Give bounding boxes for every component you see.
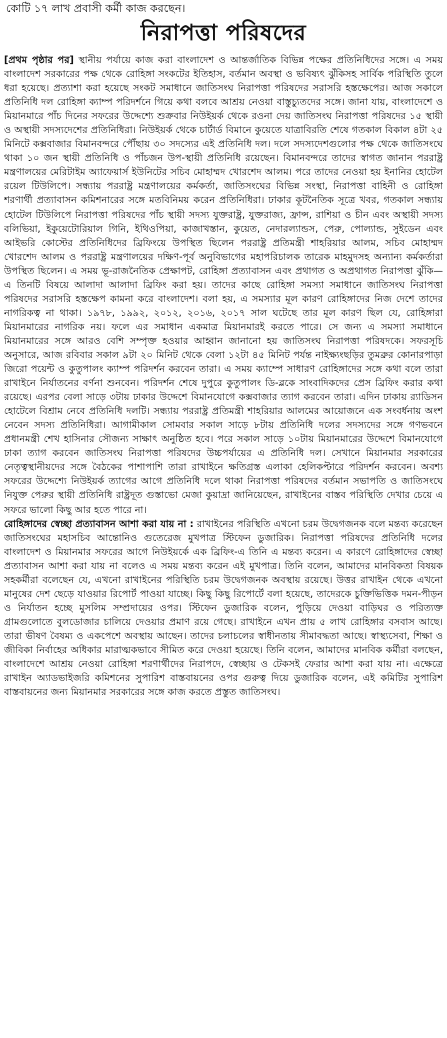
previous-article-tail: কোটি ১৭ লাখ প্রবাসী কর্মী কাজ করছেন। — [6, 2, 186, 15]
headline-container — [0, 18, 447, 50]
subheading: রোহিঙ্গাদের স্বেচ্ছা প্রত্যাবাসন আশা করা যায় না : — [4, 518, 194, 530]
paragraph-2-text: রাখাইনের পরিস্থিতি এখনো চরম উদ্বেগজনক বলে মন্তব্য করেছেন জাতিসংঘের মহাসচিব আন্তোনিও গুতেরেজ মুখপাত্র স্টিফেন ডুজারিক। নিরাপত্তা পরিষদের প্রতিনিধি দলের বাংলাদেশ ও মিয়ানমার সফরের আগে নিউইয়র্কে এক ব্রিফিং-এ তিনি এ মন্তব্য করেন। এ কারণে রোহিঙ্গাদের স্বেচ্ছা প্রত্যাবাসন আশা করা যায় না বলেও এ সময় মন্তব্য করেন এই মুখপাত্র। তিনি বলেন, আমাদের মানবিকতা বিষয়ক সহকর্মীরা বলেছেন যে, এখনো রাখাইনের পরিস্থিতি চরম উদ্বেগজনক অবস্থায় রয়েছে। উত্তর রাখাইন থেকে এখনো মানুষের দেশ ছেড়ে যাওয়ার রিপোর্ট পাওয়া যাচ্ছে। কিছু কিছু রিপোর্টে বলা হয়েছে, তাদেরকে চুক্তিভিত্তিক দমন-পীড়ন ও নির্যাতন হচ্ছে মুসলিম সম্প্রদায়ের ওপর। স্টিফেন ডুজারিক বলেন, পুড়িয়ে দেওয়া বাড়িঘর ও পরিত্যক্ত গ্রামগুলোতে বুলডোজার চালিয়ে দেওয়ার প্রমাণ রয়ে গেছে। রাখাইনে এখন প্রায় ৫ লাখ রোহিঙ্গার বসবাস আছে। তারা ভীষণ বৈষম্য ও একপেশে অবস্থায় আছেন। তাদের চলাচলের স্বাধীনতায় সীমাবদ্ধতা আছে। স্বাস্থ্যসেবা, শিক্ষা ও জীবিকা নির্বাহের অধিকার মারাত্মকভাবে সীমিত করে দেওয়া হয়েছে। তিনি বলেন, আমাদের মানবিক কর্মীরা বলছেন, বাংলাদেশে আশ্রয় নেওয়া রোহিঙ্গা শরণার্থীদের নিরাপদে, স্বেচ্ছায় ও টেকসই ফেরার আশা করা যায় না। এক্ষেত্রে রাখাইন অ্যাডভাইজরি কমিশনের সুপারিশ বাস্তবায়নের ওপর গুরুত্ব দিয়ে ডুজারিক বলেন, এই কমিটির সুপারিশ বাস্তবায়নের জন্য মিয়ানমার সরকারের সঙ্গে কাজ করতে প্রস্তুত জাতিসংঘ। — [4, 518, 443, 699]
paragraph-1 — [4, 54, 443, 518]
paragraph-1-text: স্থানীয় পর্যায়ে কাজ করা বাংলাদেশ ও আন্তর্জাতিক বিভিন্ন পক্ষের প্রতিনিধিদের সঙ্গে। এ সময় বাংলাদেশ সরকারের পক্ষ থেকে রোহিঙ্গা সংকটের ইতিহাস, বর্তমান অবস্থা ও ভবিষ্যৎ ঝুঁকিসহ সার্বিক পরিস্থিতি তুলে ধরা হয়েছে। প্রত্যাশা করা হয়েছে সংকট সমাধানে জাতিসংঘ নিরাপত্তা পরিষদের সরাসরি হস্তক্ষেপের। আজ সকালে প্রতিনিধি দল রোহিঙ্গা ক্যাম্প পরিদর্শনে গিয়ে কথা বলবে আশ্রয় নেওয়া বাস্তুচ্যুতদের সঙ্গে। জানা যায়, বাংলাদেশে ও মিয়ানমারে পাঁচ দিনের সফরের উদ্দেশ্যে শুক্রবার নিউইয়র্ক থেকে রওনা দেয় জাতিসংঘ নিরাপত্তা পরিষদের ১৫ স্থায়ী ও অস্থায়ী সদস্যদেশের প্রতিনিধিরা। নিউইয়র্ক থেকে চার্টার্ড বিমানে কুয়েতে যাত্রাবিরতি শেষে গতকাল বিকাল ৪টা ২৫ মিনিটে কক্সবাজার বিমানবন্দরে পৌঁছায় ৩০ সদস্যের এই প্রতিনিধি দল। দলে সদস্যদেশগুলোর পক্ষ থেকে জাতিসংঘে থাকা ১০ জন স্থায়ী প্রতিনিধি ও পাঁচজন উপ-স্থায়ী প্রতিনিধি রয়েছেন। বিমানবন্দরে তাদের স্বাগত জানান পররাষ্ট্র মন্ত্রণালয়ের মেরিটাইম অ্যাফেয়ার্স ইউনিটের সচিব মোহাম্মদ খোরশেদ আলম। পরে তাদের নেওয়া হয় ইনানির হোটেল রয়েল টিউলিপে। সন্ধ্যায় পররাষ্ট্র মন্ত্রণালয়ের কর্মকর্তা, জাতিসংঘের বিভিন্ন সংস্থা, নিরাপত্তা বাহিনী ও রোহিঙ্গা শরণার্থী প্রত্যাবাসন কমিশনারের সঙ্গে মতবিনিময় করেন প্রতিনিধিরা। ঢাকার কূটনৈতিক সূত্রে খবর, গতকাল সন্ধ্যায় হোটেল টিউলিপে নিরাপত্তা পরিষদের পাঁচ স্থায়ী সদস্য যুক্তরাষ্ট্র, যুক্তরাজ্য, ফ্রান্স, রাশিয়া ও চীন এবং অস্থায়ী সদস্য বলিভিয়া, ইকুয়েটোরিয়াল গিনি, ইথিওপিয়া, কাজাখস্তান, কুয়েত, নেদারল্যান্ডস, পেরু, পোল্যান্ড, সুইডেন এবং আইভরি কোস্টের প্রতিনিধিদের ব্রিফিংয়ে উপস্থিত ছিলেন পররাষ্ট্র প্রতিমন্ত্রী শাহরিয়ার আলম, সচিব মোহাম্মদ খোরশেদ আলম ও পররাষ্ট্র মন্ত্রণালয়ের দক্ষিণ-পূর্ব অনুবিভাগের মহাপরিচালক তারেক মাহমুদসহ অন্যান্য কর্মকর্তারা উপস্থিত ছিলেন। এ সময় ভূ-রাজনৈতিক প্রেক্ষাপট, রোহিঙ্গা প্রত্যাবাসন এবং প্রথাগত ও অপ্রথাগত নিরাপত্তা ঝুঁকি—এ তিনটি বিষয়ে আলাদা আলাদা ব্রিফিং করা হয়। তাদের কাছে রোহিঙ্গা সমস্যা সমাধানে জাতিসংঘ নিরাপত্তা পরিষদের সরাসরি হস্তক্ষেপ কামনা করে বাংলাদেশ। বলা হয়, এ সমস্যার মূল কারণ রোহিঙ্গাদের নিজ দেশে তাদের নাগরিকত্ব না থাকা। ১৯৭৮, ১৯৯২, ২০১২, ২০১৬, ২০১৭ সাল ঘটেছে তার মূল কারণ ছিল যে, রোহিঙ্গারা মিয়ানমারের নাগরিক নয়। ফলে এর সমাধান একমাত্র মিয়ানমারই করতে পারে। সে জন্য এ সমস্যা সমাধানে মিয়ানমারের সঙ্গে আরও বেশি সম্পৃক্ত হওয়ার আহ্বান জানানো হয় জাতিসংঘ নিরাপত্তা পরিষদকে। সফরসূচি অনুসারে, আজ রবিবার সকাল ৯টা ২০ মিনিট থেকে বেলা ১২টা ৪৫ মিনিট পর্যন্ত নাইক্ষ্যংছড়ির তুমব্রুর কোনারপাড়া জিরো পয়েন্ট ও কুতুপালং ক্যাম্প পরিদর্শন করবেন তারা। এ সময় ক্যাম্পে সাধারণ রোহিঙ্গাদের সঙ্গে কথা বলে তারা রাখাইনে নির্যাতনের বর্ণনা শুনবেন। পরিদর্শন শেষে দুপুরে কুতুপালং ডি-ব্লকে সাংবাদিকদের প্রেস ব্রিফিং করার কথা রয়েছে। এরপর বেলা সাড়ে ৩টায় ঢাকার উদ্দেশে বিমানযোগে কক্সবাজার ত্যাগ করবেন তারা। এদিন ঢাকায় র‍্যাডিসন হোটেলে বিশ্রাম নেবে প্রতিনিধি দলটি। সন্ধ্যায় পররাষ্ট্র প্রতিমন্ত্রী শাহরিয়ার আলমের আয়োজনে এক সংবর্ধনায় অংশ নেবেন সদস্য প্রতিনিধিরা। আগামীকাল সোমবার সকাল সাড়ে ৮টায় প্রতিনিধি দলের সদস্যদের সঙ্গে গণভবনে প্রধানমন্ত্রী শেখ হাসিনার সৌজন্য সাক্ষাৎ অনুষ্ঠিত হবে। পরে সকাল সাড়ে ১০টায় মিয়ানমারের উদ্দেশে বিমানযোগে ঢাকা ত্যাগ করবেন জাতিসংঘ নিরাপত্তা পরিষদের উচ্চপর্যায়ের এ প্রতিনিধি দল। সেখানে মিয়ানমার সরকারের নেতৃত্বস্থানীয়দের সঙ্গে বৈঠকের পাশাপাশি তারা রাখাইনে ক্ষতিগ্রস্ত এলাকা হেলিকপ্টারে পরিদর্শন করবেন। অবশ্য সফরের উদ্দেশ্যে নিউইয়র্ক ত্যাগের আগে প্রতিনিধি দলে থাকা নিরাপত্তা পরিষদের বর্তমান সভাপতি ও জাতিসংঘে নিযুক্ত পেরুর স্থায়ী প্রতিনিধি রাষ্ট্রদূত গুস্তাভো মেজা কুয়াদ্রা জানিয়েছেন, রাখাইনের বাস্তব পরিস্থিতি দেখার চেয়ে এ সফরে ভালো কিছু আর হতে পারে না। — [4, 55, 443, 516]
paragraph-2 — [4, 518, 443, 701]
article-body — [4, 54, 443, 1034]
headline: নিরাপত্তা পরিষদের — [140, 21, 307, 46]
continued-from-tag: [প্রথম পৃষ্ঠার পর] — [4, 55, 74, 66]
